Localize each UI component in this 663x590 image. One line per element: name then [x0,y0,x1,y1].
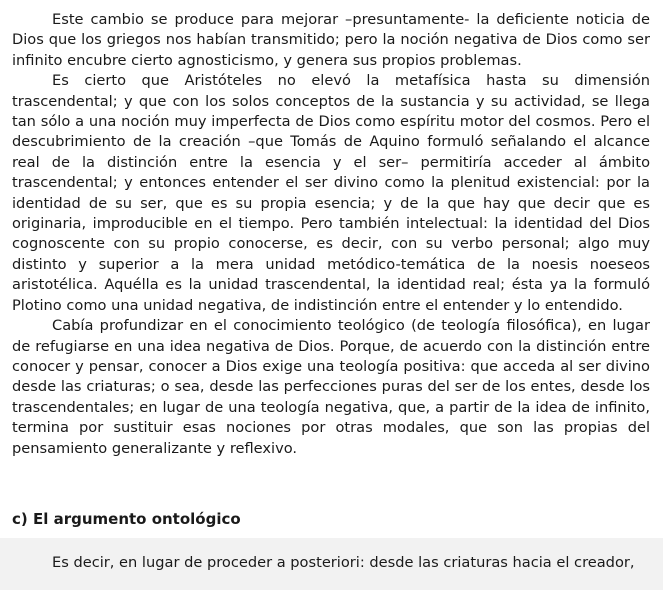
paragraph-2: Es cierto que Aristóteles no elevó la metafísica hasta su dimensión trascendental; y que con los solos conceptos de la sustancia y su actividad, se llega tan sólo a una noción muy imperfecta de Dios como espíritu motor del cosmos. Pero el descubrimiento de la creación –que Tomás de Aquino formuló señalando el alcance real de la distinción entre la esencia y el ser– permitiría acceder al ámbito trascendental; y entonces entender el ser divino como la plenitud existencial: por la identidad de su ser, que es su propia esencia; y de la que hay que decir que es originaria, improducible en el tiempo. Pero también intelectual: la identidad del Dios cognoscente con su propio conocerse, es decir, con su verbo personal; algo muy distinto y superior a la mera unidad metódico-temática de la noesis noeseos aristotélica. Aquélla es la unidad trascendental, la identidad real; ésta ya la formuló Plotino como una unidad negativa, de indistinción entre el entender y lo entendido. [12,72,650,314]
section-heading: c) El argumento ontológico [12,510,241,528]
paragraph-3: Cabía profundizar en el conocimiento teológico (de teología filosófica), en lugar de refugiarse en una idea negativa de Dios. Porque, de acuerdo con la distinción entre conocer y pensar, conocer a Dios exige una teología positiva: que acceda al ser divino desde las criaturas; o sea, desde las perfecciones puras del ser de los entes, desde los trascendentales; en lugar de una teología negativa, que, a partir de la idea de infinito, termina por sustituir esas nociones por otras modales, que son las propias del pensamiento generalizante y reflexivo. [12,317,650,457]
paragraph-1: Este cambio se produce para mejorar –presuntamente- la deficiente noticia de Dios que los griegos nos habían transmitido; pero la noción negativa de Dios como ser infinito encubre cierto agnosticismo, y genera sus propios problemas. [12,11,650,69]
body-text [12,10,650,459]
next-paragraph: Es decir, en lugar de proceder a posteriori: desde las criaturas hacia el creador, [52,554,635,571]
